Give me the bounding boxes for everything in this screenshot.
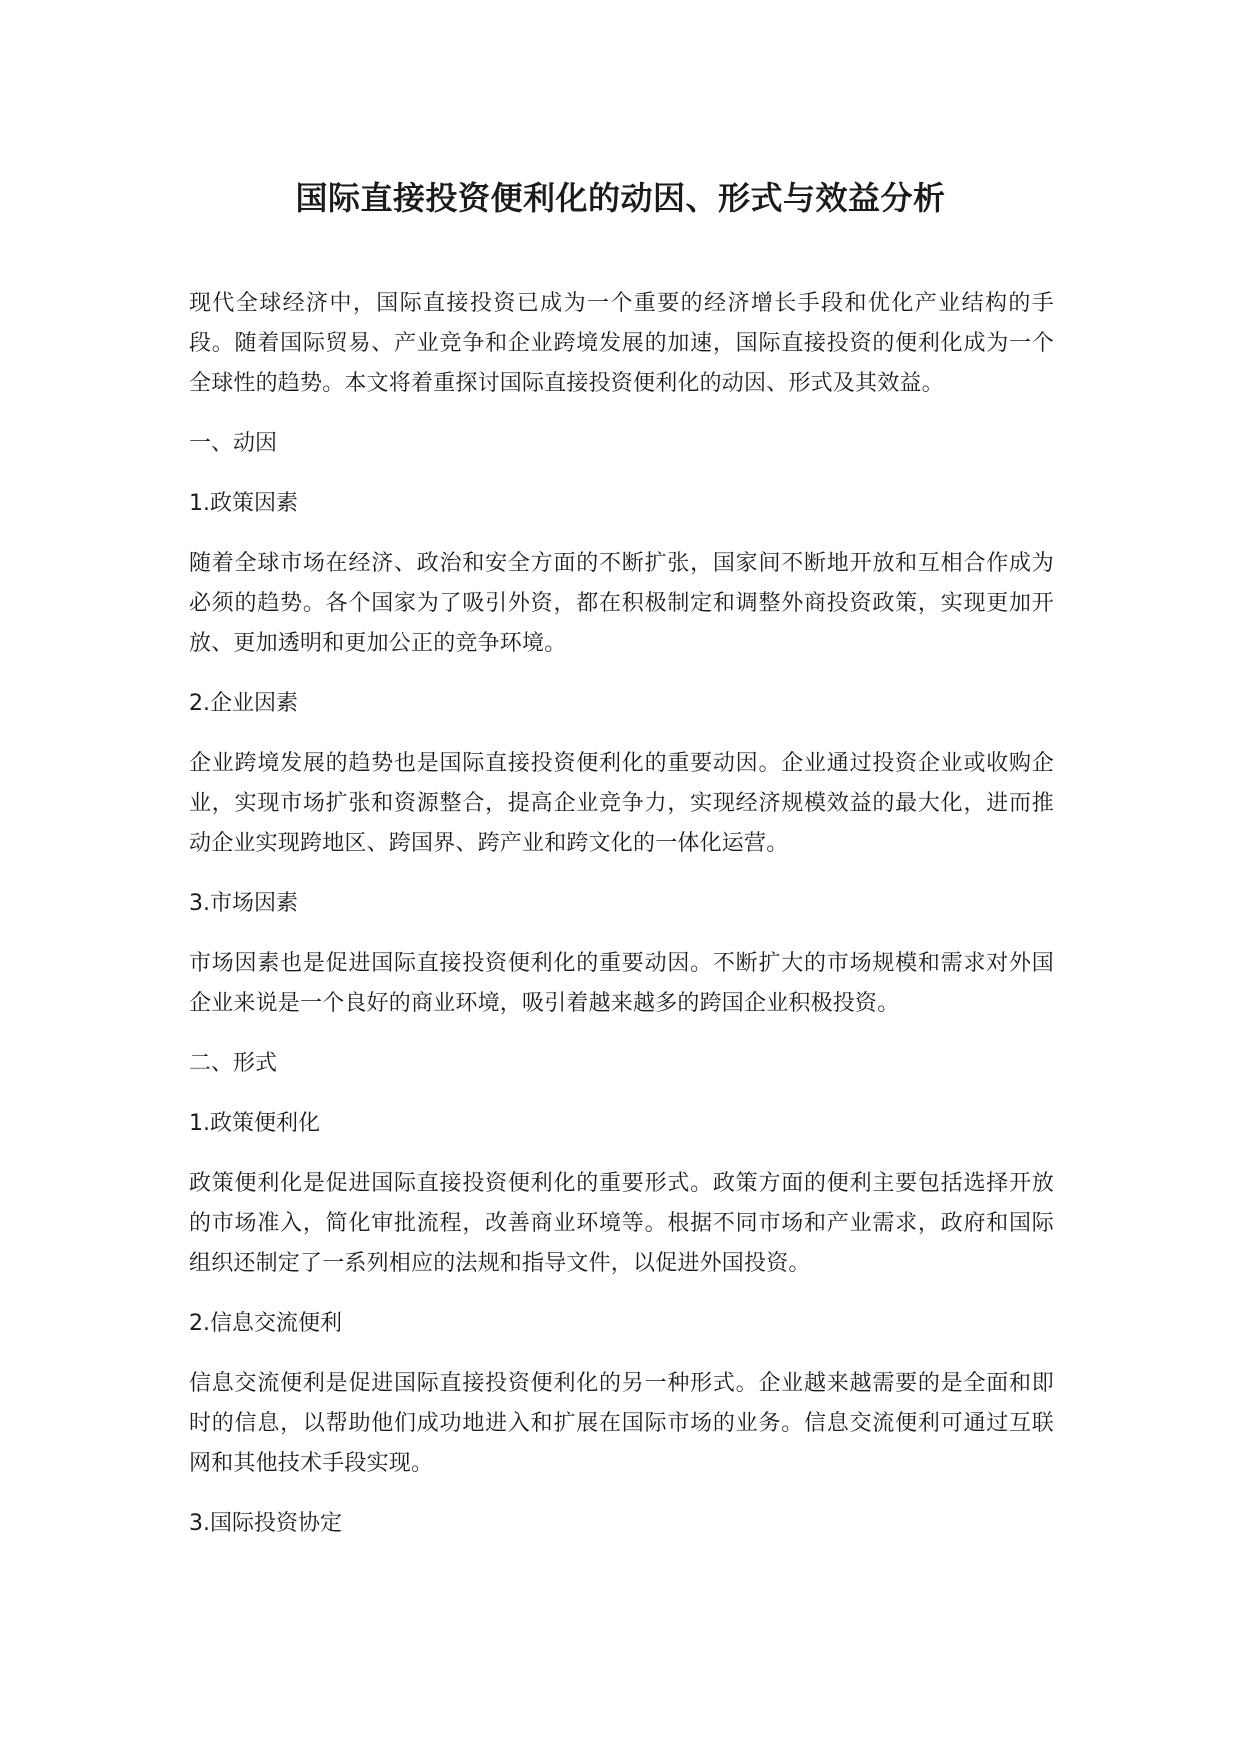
subheading-policy-facilitation: 1.政策便利化 [189, 1111, 320, 1136]
section-heading-motives: 一、动因 [189, 431, 278, 456]
paragraph-policy-facilitation: 政策便利化是促进国际直接投资便利化的重要形式。政策方面的便利主要包括选择开放的市场准入，简化审批流程，改善商业环境等。根据不同市场和产业需求，政府和国际组织还制定了一系列相应的法规和指导文件，以促进外国投资。 [189, 1171, 1054, 1276]
paragraph-market-factors: 市场因素也是促进国际直接投资便利化的重要动因。不断扩大的市场规模和需求对外国企业来说是一个良好的商业环境，吸引着越来越多的跨国企业积极投资。 [189, 951, 1054, 1016]
intro-paragraph: 现代全球经济中，国际直接投资已成为一个重要的经济增长手段和优化产业结构的手段。随着国际贸易、产业竞争和企业跨境发展的加速，国际直接投资的便利化成为一个全球性的趋势。本文将着重探讨国际直接投资便利化的动因、形式及其效益。 [189, 291, 1054, 396]
paragraph-information-exchange: 信息交流便利是促进国际直接投资便利化的另一种形式。企业越来越需要的是全面和即时的信息，以帮助他们成功地进入和扩展在国际市场的业务。信息交流便利可通过互联网和其他技术手段实现。 [189, 1371, 1054, 1476]
section-heading-forms: 二、形式 [189, 1051, 278, 1076]
paragraph-policy-factors: 随着全球市场在经济、政治和安全方面的不断扩张，国家间不断地开放和互相合作成为必须的趋势。各个国家为了吸引外资，都在积极制定和调整外商投资政策，实现更加开放、更加透明和更加公正的竞争环境。 [189, 551, 1054, 656]
subheading-market-factors: 3.市场因素 [189, 891, 298, 916]
document-body [189, 284, 1054, 1564]
subheading-policy-factors: 1.政策因素 [189, 491, 298, 516]
subheading-investment-agreements: 3.国际投资协定 [189, 1511, 342, 1536]
subheading-enterprise-factors: 2.企业因素 [189, 691, 298, 716]
paragraph-enterprise-factors: 企业跨境发展的趋势也是国际直接投资便利化的重要动因。企业通过投资企业或收购企业，实现市场扩张和资源整合，提高企业竞争力，实现经济规模效益的最大化，进而推动企业实现跨地区、跨国界、跨产业和跨文化的一体化运营。 [189, 751, 1054, 856]
document-title: 国际直接投资便利化的动因、形式与效益分析 [295, 179, 946, 217]
subheading-information-exchange: 2.信息交流便利 [189, 1311, 342, 1336]
